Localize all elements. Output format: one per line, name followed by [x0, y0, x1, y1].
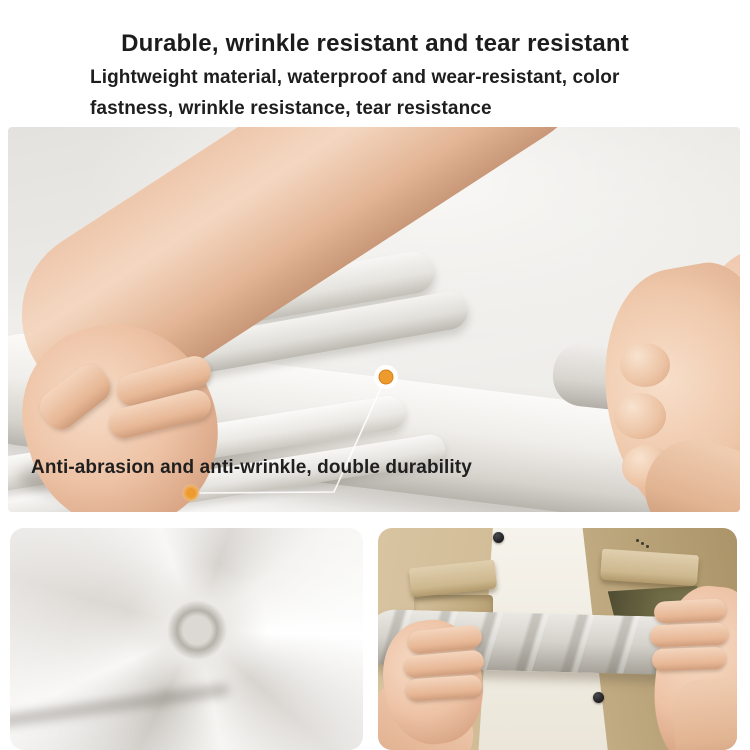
right-finger	[653, 598, 726, 624]
subtitle-line-1: Lightweight material, waterproof and wear-resistant, color	[90, 67, 620, 88]
hero-photo-fabric-stretch	[8, 127, 740, 512]
subtitle-line-2: fastness, wrinkle resistance, tear resistance	[90, 98, 492, 119]
page-title: Durable, wrinkle resistant and tear resistant	[121, 30, 629, 58]
hero-callout-label: Anti-abrasion and anti-wrinkle, double durability	[31, 457, 472, 478]
fabric-dot-orange	[379, 370, 393, 384]
text-dot-orange	[184, 486, 198, 500]
callout-leader-line	[8, 127, 740, 512]
right-finger	[652, 647, 727, 672]
right-finger	[650, 623, 729, 648]
photo-fabric-swirl	[10, 528, 363, 750]
page-subtitle	[90, 62, 710, 124]
jacket-button	[493, 532, 504, 543]
photo-sleeve-twist	[378, 528, 737, 750]
